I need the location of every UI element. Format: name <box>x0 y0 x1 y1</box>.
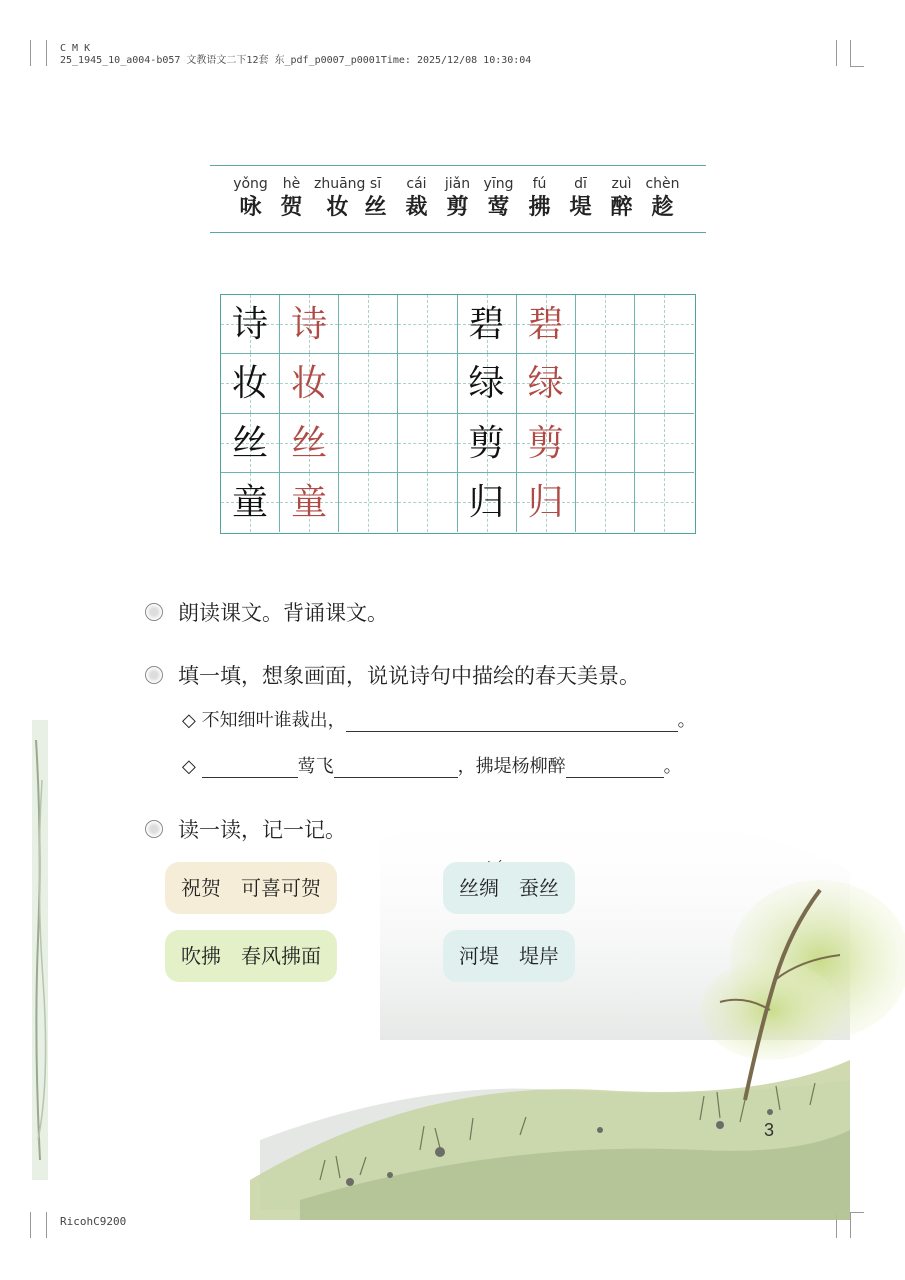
grid-cell <box>458 295 517 354</box>
vocab-hanzi: 裁 <box>405 194 428 220</box>
grid-cell <box>221 295 280 354</box>
grid-cell <box>458 414 517 473</box>
answer-blank[interactable] <box>202 759 298 778</box>
vocab-pinyin: hè <box>282 176 301 192</box>
grid-cell <box>517 295 576 354</box>
vocab-item <box>601 166 642 220</box>
model-character: 童 <box>232 481 269 523</box>
word-box-congratulate: 祝贺 可喜可贺 <box>165 862 337 914</box>
model-character: 诗 <box>232 304 269 345</box>
vocab-hanzi: 醉 <box>610 194 633 220</box>
model-character: 妆 <box>232 363 269 405</box>
crop-mark <box>30 40 31 66</box>
printer-footer: RicohC9200 <box>60 1215 127 1228</box>
grid-cell <box>280 473 339 532</box>
vocab-item <box>519 166 560 220</box>
fill-line-2-end: 。 <box>663 756 682 777</box>
vocab-hanzi: 拂 <box>528 194 551 220</box>
vocab-pinyin: cái <box>406 176 427 192</box>
grid-cell <box>221 414 280 473</box>
exercise-3-text: 读一读，记一记。 <box>178 818 346 842</box>
vocab-hanzi: 堤 <box>569 194 592 220</box>
vocab-hanzi: 莺 <box>487 194 510 220</box>
practice-cell[interactable] <box>576 295 635 354</box>
practice-cell[interactable] <box>576 473 635 532</box>
exercise-bullet-icon <box>145 666 163 684</box>
word-box-blow: 吹拂 春风拂面 <box>165 930 337 982</box>
vocab-pinyin: yīng <box>483 176 514 192</box>
vocab-pinyin: jiǎn <box>444 176 471 192</box>
model-character: 归 <box>468 481 505 523</box>
answer-blank[interactable] <box>566 759 664 778</box>
trace-character: 妆 <box>291 363 328 405</box>
practice-cell[interactable] <box>398 295 457 354</box>
answer-blank[interactable] <box>346 713 678 732</box>
practice-cell[interactable] <box>576 414 635 473</box>
vocab-hanzi: 剪 <box>446 194 469 220</box>
model-character: 碧 <box>468 304 505 345</box>
spring-landscape-illustration <box>0 780 905 1280</box>
vocab-item <box>396 166 437 220</box>
model-character: 丝 <box>232 422 269 464</box>
vocab-item <box>230 166 271 220</box>
grid-cell <box>517 473 576 532</box>
exercise-1-text: 朗读课文。背诵课文。 <box>178 601 388 625</box>
trace-character: 丝 <box>291 422 328 464</box>
grid-cell <box>221 473 280 532</box>
vocab-item <box>478 166 519 220</box>
exercise-bullet-icon <box>145 603 163 621</box>
practice-cell[interactable] <box>398 414 457 473</box>
grid-cell <box>280 354 339 413</box>
grid-cell <box>517 414 576 473</box>
vocab-pinyin: zhuāng <box>314 176 366 192</box>
answer-blank[interactable] <box>334 759 458 778</box>
word-box-silk: 丝绸 蚕丝 <box>443 862 575 914</box>
model-character: 绿 <box>468 363 505 405</box>
grid-cell <box>221 354 280 413</box>
practice-cell[interactable] <box>635 473 694 532</box>
vocab-item <box>355 166 396 220</box>
practice-cell[interactable] <box>339 414 398 473</box>
character-writing-grid <box>220 294 696 534</box>
fill-line-1 <box>182 706 696 732</box>
trace-character: 绿 <box>527 363 564 405</box>
print-header-line1: C M K <box>60 43 91 54</box>
vocab-hanzi: 咏 <box>239 194 262 220</box>
practice-cell[interactable] <box>635 414 694 473</box>
trace-character: 剪 <box>527 422 564 464</box>
crop-mark <box>850 66 864 67</box>
fill-line-2-a: 莺飞 <box>297 756 334 777</box>
practice-cell[interactable] <box>339 354 398 413</box>
new-words-strip <box>210 165 706 233</box>
print-header-line2: 25_1945_10_a004-b057 文教语文二下12套 东_pdf_p0007_p0001Time: 2025/12/08 10:30:04 <box>60 55 532 66</box>
vocab-item <box>437 166 478 220</box>
vocab-item <box>314 166 366 220</box>
crop-mark <box>850 40 851 66</box>
vocab-item <box>642 166 683 220</box>
grid-cell <box>458 354 517 413</box>
vocab-pinyin: sī <box>369 176 382 192</box>
practice-cell[interactable] <box>398 354 457 413</box>
grid-cell <box>280 414 339 473</box>
vocab-pinyin: zuì <box>611 176 632 192</box>
trace-character: 诗 <box>291 304 328 345</box>
trace-character: 童 <box>291 481 328 523</box>
practice-cell[interactable] <box>398 473 457 532</box>
crop-mark <box>836 40 837 66</box>
practice-cell[interactable] <box>635 295 694 354</box>
exercise-2-text: 填一填，想象画面，说说诗句中描绘的春天美景。 <box>178 664 640 688</box>
practice-cell[interactable] <box>339 473 398 532</box>
exercise-bullet-icon <box>145 820 163 838</box>
diamond-icon: ◇ <box>182 756 196 777</box>
vocab-pinyin: dī <box>574 176 587 192</box>
crop-mark <box>46 40 47 66</box>
print-header <box>60 43 531 67</box>
grid-cell <box>517 354 576 413</box>
practice-cell[interactable] <box>339 295 398 354</box>
fill-line-1-prefix: ◇ 不知细叶谁裁出， <box>182 710 346 731</box>
model-character: 剪 <box>468 422 505 464</box>
vocab-hanzi: 趁 <box>651 194 674 220</box>
practice-cell[interactable] <box>635 354 694 413</box>
vocab-hanzi: 丝 <box>364 194 387 220</box>
vocab-hanzi: 贺 <box>280 194 303 220</box>
fill-line-2-b: ，拂堤杨柳醉 <box>457 756 566 777</box>
vocab-pinyin: chèn <box>645 176 680 192</box>
vocab-hanzi: 妆 <box>326 194 349 220</box>
trace-character: 碧 <box>527 304 564 345</box>
trace-character: 归 <box>527 481 564 523</box>
grid-cell <box>458 473 517 532</box>
page-number: 3 <box>764 1120 775 1140</box>
grid-cell <box>280 295 339 354</box>
vocab-item <box>560 166 601 220</box>
fill-line-1-end: 。 <box>677 710 696 731</box>
word-box-dike: 河堤 堤岸 <box>443 930 575 982</box>
practice-cell[interactable] <box>576 354 635 413</box>
fill-line-2 <box>182 752 682 778</box>
vocab-item <box>271 166 312 220</box>
vocab-pinyin: yǒng <box>233 176 268 192</box>
vocab-pinyin: fú <box>532 176 547 192</box>
